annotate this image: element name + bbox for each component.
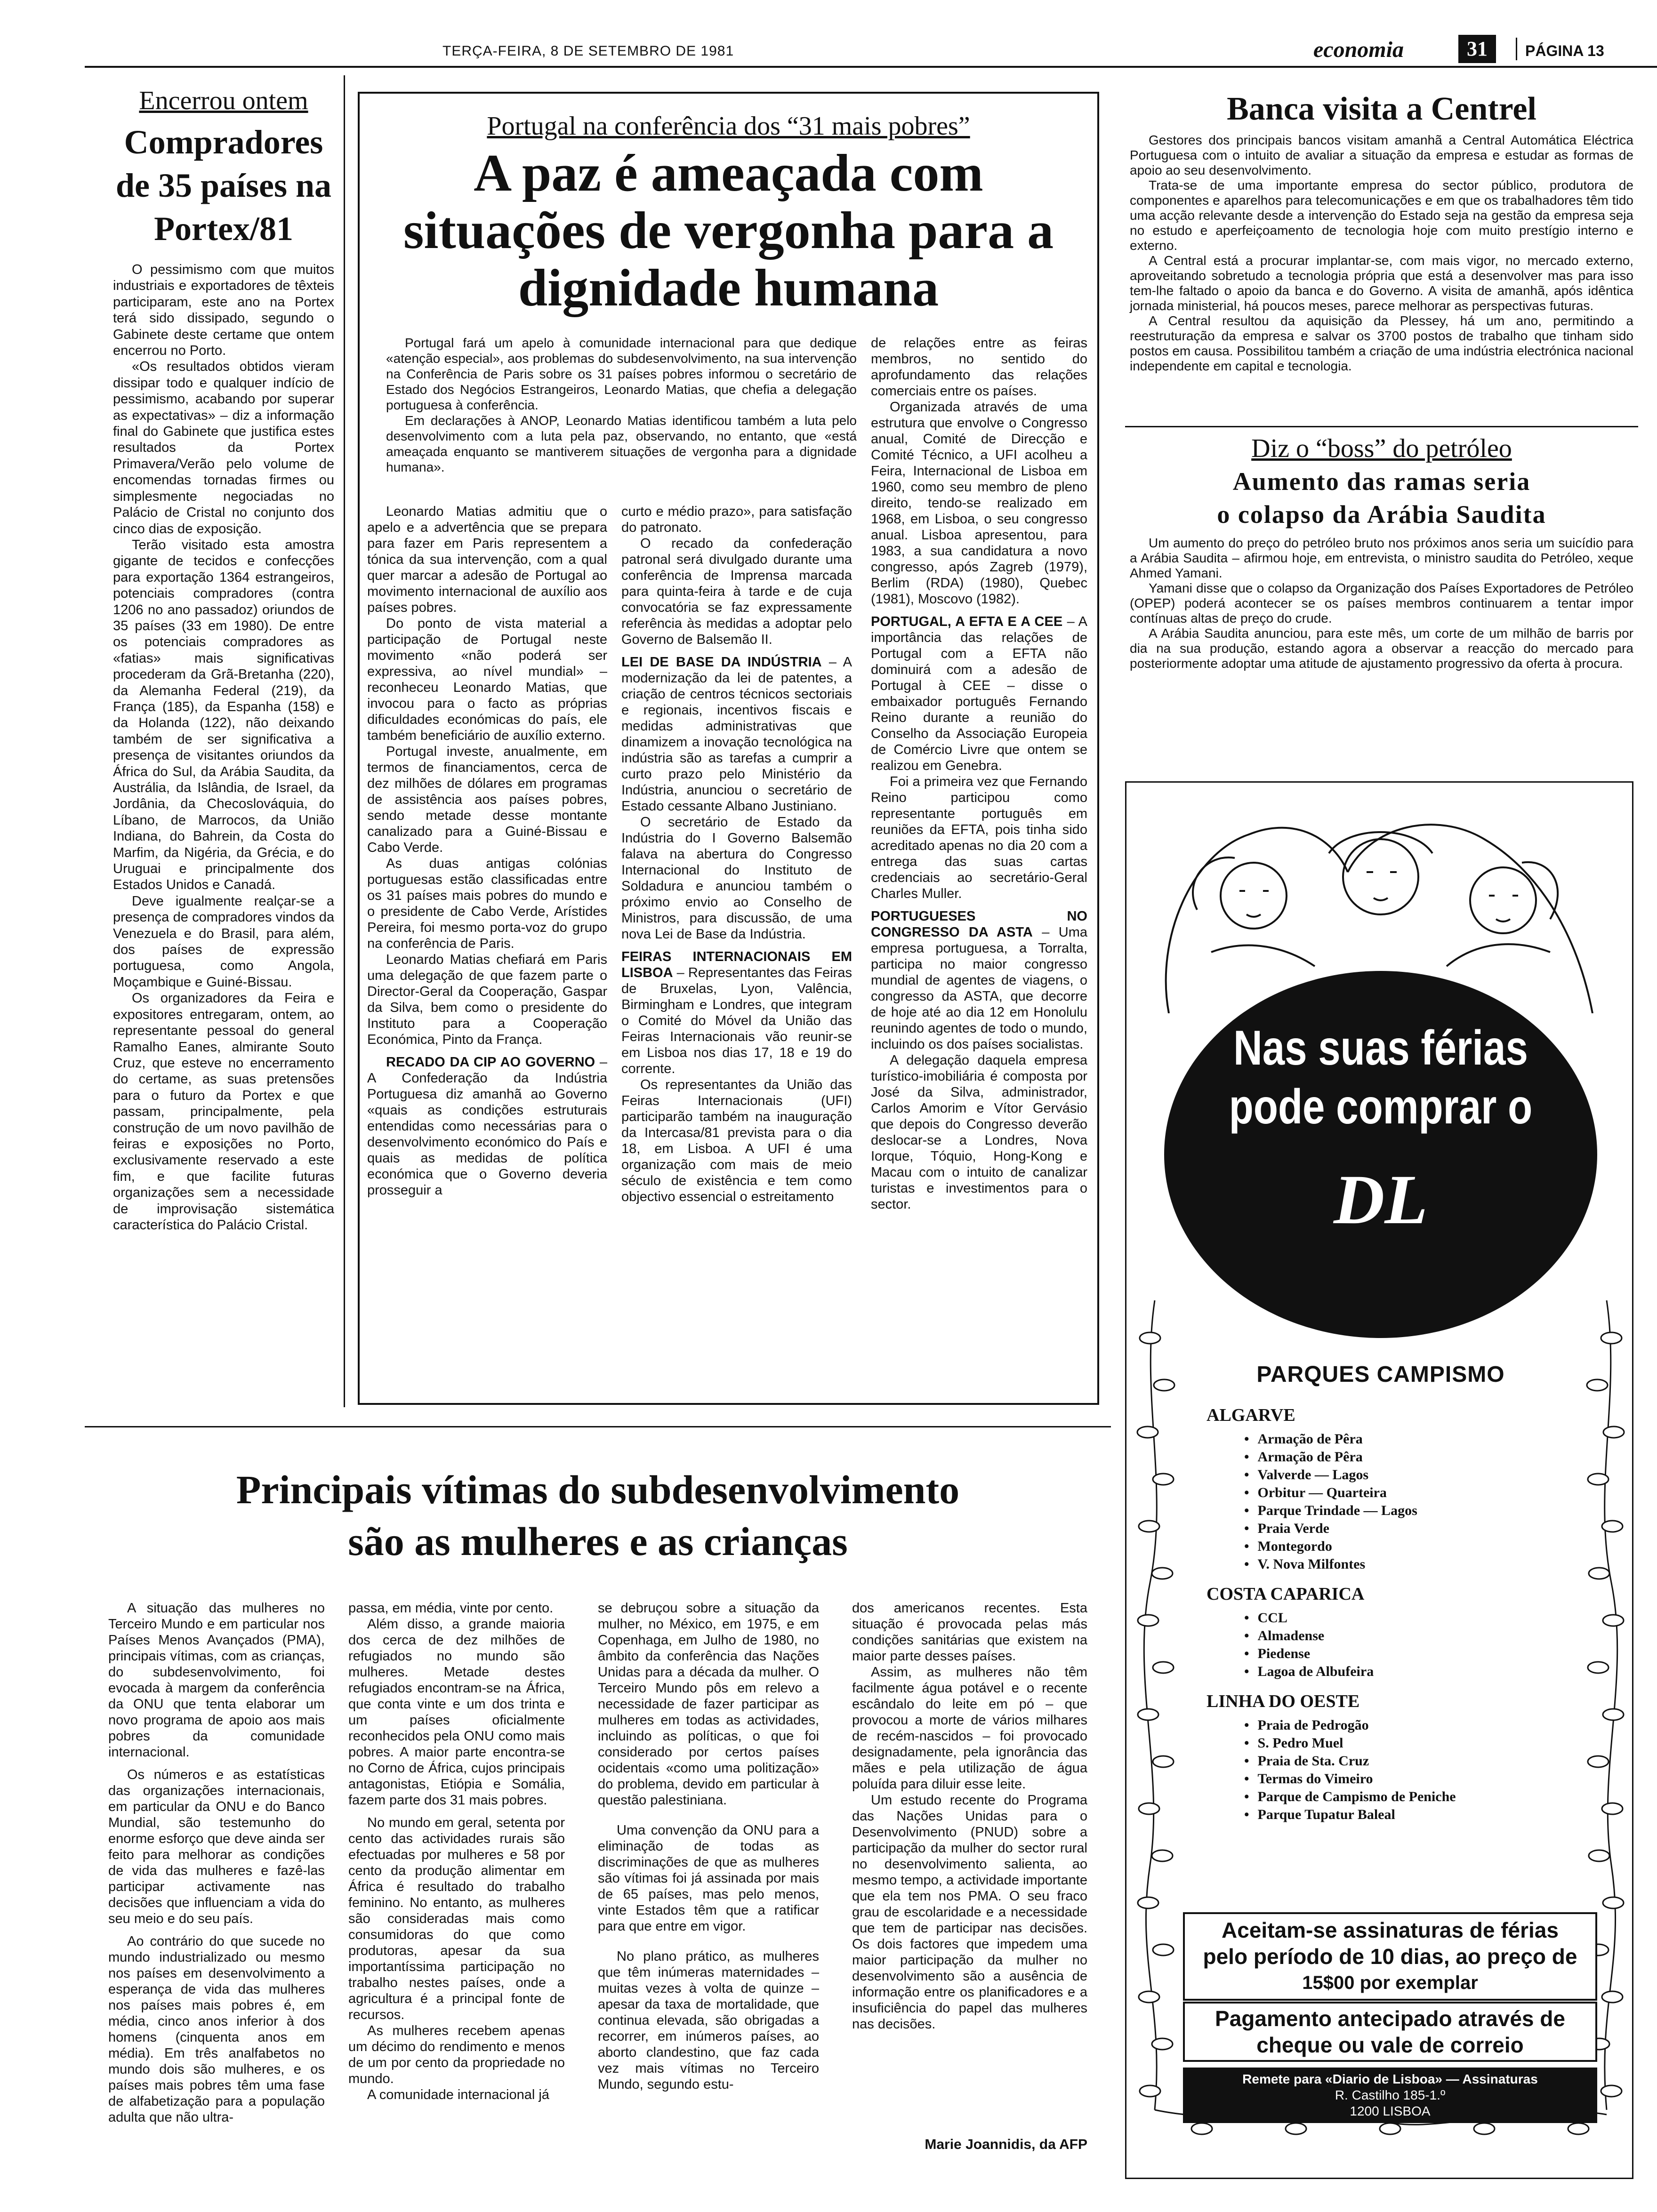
right-mid-headline-1: Aumento das ramas seria: [1232, 467, 1531, 496]
paragraph: Leonardo Matias admitiu que o apelo e a advertência que se prepara para fazer em Paris representem a tónica da sua intervenção, com a qual quer marcar a adesão de Portugal ao movimento internacional de auxílio aos países pobres.: [367, 504, 607, 615]
subsection-heading: LEI DE BASE DA INDÚSTRIA: [621, 655, 822, 670]
region-heading: ALGARVE: [1207, 1405, 1295, 1425]
offer-line-2: pelo período de 10 dias, ao preço de: [1203, 1944, 1577, 1969]
address-line-2: R. Castilho 185-1.º: [1335, 2088, 1446, 2102]
paragraph: A delegação daquela empresa turístico-imobiliária é composta por José da Silva, administrador, Carlos Amorim e Vítor Gervásio que depois do Congresso deverão deslocar-se a Londres, Nova Iorque, Tóquio, Hong-Kong e Macau com o intuito de canalizar turistas e investimentos para o sector.: [871, 1053, 1087, 1212]
paragraph: Foi a primeira vez que Fernando Reino participou como representante português em reuniões da EFTA, pois tinha sido acreditado apenas no dia 20 com a entrega das suas cartas credenciais ao secretário-Geral Charles Muller.: [871, 774, 1087, 901]
paragraph: Terão visitado esta amostra gigante de tecidos e confecções para exportação 1364 estrangeiros, potenciais compradores (contra 1206 no ano passadoz) oriundos de 35 países (33 em 1980). De entre os potenciais compradores as «fatias» mais significativas procederam da Grã-Bretanha (220), da Alemanha Federal (219), da França (185), da Espanha (158) e da Holanda (122), não deixando também de ser significativa a presença de visitantes oriundos da África do Sul, da Arábia Saudita, da Austrália, da Islândia, de Israel, da Jordânia, da Checoslováquia, do Líbano, de Marrocos, da União Indiana, do Bahrein, da Costa do Marfim, da Nigéria, da Grécia, e do Uruguai e principalmente dos Estados Unidos e Canadá.: [113, 537, 334, 893]
campsites-title: PARQUES CAMPISMO: [1256, 1362, 1505, 1387]
paragraph: Os representantes da União das Feiras Internacionais (UFI) participarão também na inauguração da Intercasa/81 prevista para o dia 18, em Lisboa. A UFI é uma organização com mais de meio século de existência e tem como objectivo essencial o estreitamento: [621, 1077, 852, 1204]
center-article-col-c: [871, 335, 1087, 1212]
paragraph: No plano prático, as mulheres que têm inúmeras maternidades – muitas vezes à volta de quinze – apesar da taxa de mortalidade, que continua elevada, são obrigadas a recorrer, em inúmeros países, ao aborto clandestino, que faz cada vez mais vítimas no Terceiro Mundo, segundo estu-: [598, 1949, 819, 2092]
paragraph: O recado da confederação patronal será divulgado durante uma conferência de Imprensa marcada para quinta-feira à tarde e de cuja convocatória se faz expressamente referência às medidas a adoptar pelo Governo de Balsemão II.: [621, 536, 852, 647]
left-article: [113, 85, 334, 1398]
region-heading: LINHA DO OESTE: [1207, 1691, 1360, 1711]
campsite-item: • Almadense: [1244, 1627, 1574, 1645]
campsite-item: • Valverde — Lagos: [1244, 1466, 1574, 1484]
paragraph: Portugal fará um apelo à comunidade internacional para que dedique «atenção especial», aos problemas do subdesenvolvimento, na sua intervenção na Conferência de Paris sobre os 31 países pobres informou o secretário de Estado dos Negócios Estrangeiros, Leonardo Matias, que chefia a delegação portuguesa à conferência.: [386, 336, 857, 412]
right-top-headline: Banca visita a Centrel: [1227, 91, 1536, 127]
address-line-1: Remete para «Diario de Lisboa» — Assinaturas: [1242, 2072, 1538, 2086]
bottom-article-col-4: [852, 1600, 1087, 2032]
offer-price: 15$00 por exemplar: [1302, 1972, 1478, 1993]
center-article-kicker: Portugal na conferência dos “31 mais pobres”: [487, 112, 970, 141]
paragraph: Portugal investe, anualmente, em termos de financiamentos, cerca de dez milhões de dólares em programas de assistência aos países pobres, sendo metade desse montante canalizado para a Guiné-Bissau e Cabo Verde.: [367, 744, 607, 855]
paragraph: Uma convenção da ONU para a eliminação de todas as discriminações de que as mulheres são vítimas foi já assinada por mais de 65 países, mas pelo menos, vinte Estados têm que a ratificar para que entre em vigor.: [598, 1823, 819, 1934]
ad-slogan-line-1: Nas suas férias: [1233, 1021, 1528, 1075]
campsite-item: • Praia de Sta. Cruz: [1244, 1752, 1574, 1770]
dl-logo: DL: [1334, 1161, 1428, 1239]
paragraph: Em declarações à ANOP, Leonardo Matias identificou também a luta pelo desenvolvimento com a luta pela paz, observando, no entanto, que «está ameaçada enquanto se mantiverem situações de vergonha para a dignidade humana».: [386, 413, 857, 474]
region-list: [1244, 1716, 1574, 1824]
bottom-article-byline: Marie Joannidis, da AFP: [925, 2137, 1087, 2152]
subsection-paragraph: PORTUGAL, A EFTA E A CEE – A importância das relações de Portugal com a EFTA não dominuirá com a adesão de Portugal à CEE – disse o embaixador português Fernando Reino durante a reunião do Conselho da Associação Europeia de Comércio Livre que ontem se realizou em Genebra.: [871, 614, 1087, 773]
paragraph: A Central resultou da aquisição da Plessey, há um ano, permitindo a reestruturação da empresa e salvar os 3700 postos de trabalho que tinham sido postos em causa. Possibilitou também a criação de uma indústria electrónica nacional independente em capital e tecnologia.: [1130, 313, 1633, 373]
paragraph: Ao contrário do que sucede no mundo industrializado ou mesmo nos países em desenvolvimento a esperança de vida das mulheres nos países mais pobres é, em média, cinco anos inferior à dos homens (cinquenta anos em média). Em três analfabetos no mundo dois são mulheres, e os países mais pobres têm uma fase de alfabetização para a população adulta que não ultra-: [108, 1934, 325, 2125]
center-article-headline: A paz é ameaçada com situações de vergonha para a dignidade humana: [403, 144, 1054, 317]
campsite-item: • Parque Tupatur Baleal: [1244, 1806, 1574, 1824]
campsite-item: • Armação de Pêra: [1244, 1430, 1574, 1448]
page-number: PÁGINA 13: [1525, 42, 1604, 59]
paragraph: de relações entre as feiras membros, no sentido do aprofundamento das relações comerciais entre os países.: [871, 336, 1087, 399]
subsection-heading: PORTUGAL, A EFTA E A CEE: [871, 614, 1063, 629]
paragraph: dos americanos recentes. Esta situação é provocada pelas más condições sanitárias que existem na maior parte desses países.: [852, 1601, 1087, 1664]
header-rule: [85, 66, 1657, 68]
center-article-col-a: [367, 504, 607, 1198]
paragraph: Do ponto de vista material a participação de Portugal neste movimento «não poderá ser expressiva, ao nível mundial» – reconheceu Leonardo Matias, que invocou para o facto as próprias dificuldades económicas do país, ele também beneficiário de auxílio externo.: [367, 616, 607, 743]
campsite-item: • Praia de Pedrogão: [1244, 1716, 1574, 1734]
subsection-paragraph: LEI DE BASE DA INDÚSTRIA – A modernização da lei de patentes, a criação de centros técnicos sectoriais e regionais, incentivos fiscais e medidas administrativas que dinamizem a inovação tecnológica na indústria são as tarefas a cumprir a curto prazo pelo Ministério da Indústria, anunciou o secretário de Estado cessante Albano Justiniano.: [621, 655, 852, 814]
address-box: [1183, 2068, 1597, 2123]
campsite-item: • Armação de Pêra: [1244, 1448, 1574, 1466]
paragraph: Um estudo recente do Programa das Nações Unidas para o Desenvolvimento (PNUD) sobre a participação da mulher do sector rural no desenvolvimento salienta, ao mesmo tempo, a actividade importante que ela tem nos PMA. O seu fraco grau de escolaridade e a necessidade que tem de participar nas decisões. Os dois factores que impedem uma maior participação da mulher no desenvolvimento são a ausência de informação entre os planificadores e a insuficiência do papel das mulheres nas decisões.: [852, 1793, 1087, 2032]
subsection-paragraph: FEIRAS INTERNACIONAIS EM LISBOA – Representantes das Feiras de Bruxelas, Lyon, Valência, Birmingham e Londres, que integram o Comité do Móvel da União das Feiras Internacionais vão reunir-se em Lisboa nos dias 17, 18 e 19 do corrente.: [621, 949, 852, 1076]
paragraph: As duas antigas colónias portuguesas estão classificadas entre os 31 países mais pobres do mundo e o presidente de Cabo Verde, Arístides Pereira, foi mesmo porta-voz do grupo na conferência de Paris.: [367, 856, 607, 951]
subsection-heading: PORTUGUESES NO CONGRESSO DA ASTA: [871, 909, 1087, 940]
paragraph: Os organizadores da Feira e expositores entregaram, ontem, ao representante pessoal do general Ramalho Eanes, almirante Souto Cruz, que esteve no encerramento do certame, as suas pretensões para o futuro da Portex e que passam, principalmente, pela construção de um novo pavilhão de feiras e exposições no Porto, exclusivamente reservado a este fim, e que facilite futuras organizações sem a necessidade de improvisação sistemática característica do Palácio Cristal.: [113, 991, 334, 1233]
subsection-heading: FEIRAS INTERNACIONAIS EM LISBOA: [621, 949, 852, 980]
bottom-article-headline-2: são as mulheres e as crianças: [348, 1519, 848, 1564]
region-list: [1244, 1609, 1574, 1681]
center-article-lead: [386, 335, 857, 475]
center-article-col-b: [621, 504, 852, 1205]
bottom-section-rule: [85, 1426, 1111, 1427]
payment-line-1: Pagamento antecipado através de: [1215, 2006, 1565, 2031]
campsite-item: • CCL: [1244, 1609, 1574, 1627]
payment-line-2: cheque ou vale de correio: [1256, 2033, 1524, 2057]
left-article-kicker: Encerrou ontem: [139, 86, 308, 115]
subsection-text: Representantes das Feiras de Bruxelas, Lyon, Valência, Birmingham e Londres, que integram o Comité do Móvel da União das Feiras Internacionais vão reunir-se em Lisboa nos dias 17, 18 e 19 do corrente.: [621, 965, 852, 1076]
campsite-item: • Piedense: [1244, 1645, 1574, 1663]
subscription-offer-box: [1183, 1912, 1597, 2001]
paragraph: No mundo em geral, setenta por cento das actividades rurais são efectuadas por mulheres e 58 por cento da produção alimentar em África é resultado do trabalho feminino. No entanto, as mulheres são consideradas mais como consumidoras do que como produtoras, apesar da sua importantíssima participação no trabalho nestes países, onde a agricultura é a principal fonte de recursos.: [348, 1815, 565, 2022]
bottom-article-heading: [85, 1464, 1111, 1567]
right-mid-body: [1130, 536, 1633, 671]
dl-advertisement: [1125, 781, 1633, 2179]
section-name: economia: [1313, 37, 1404, 62]
paragraph: Um aumento do preço do petróleo bruto nos próximos anos seria um suicídio para a Arábia Saudita – afirmou hoje, em entrevista, o ministro saudita do Petróleo, xeque Ahmed Yamani.: [1130, 536, 1633, 580]
campsite-item: • V. Nova Milfontes: [1244, 1555, 1574, 1573]
offer-line-1: Aceitam-se assinaturas de férias: [1222, 1918, 1559, 1942]
subsection-heading: RECADO DA CIP AO GOVERNO: [386, 1055, 595, 1070]
paragraph: Trata-se de uma importante empresa do sector público, produtora de componentes e aparelhos para telecomunicações e em que os trabalhadores têm tido uma acção relevante desde a intervenção do Estado seja na gestão da empresa seja no estudo e aperfeiçoamento de tecnologia hoje com muito prestígio interno e externo.: [1130, 178, 1633, 253]
paragraph: Além disso, a grande maioria dos cerca de dez milhões de refugiados no mundo são mulheres. Metade destes refugiados encontram-se na África, que conta vinte e um dos trinta e um países oficialmente reconhecidos pela ONU como mais pobres. A maior parte encontra-se no Corno de África, cujos principais antagonistas, Etiópia e Somália, fazem parte dos 31 mais pobres.: [348, 1617, 565, 1808]
campsite-item: • Lagoa de Albufeira: [1244, 1663, 1574, 1681]
address-line-3: 1200 LISBOA: [1350, 2104, 1431, 2118]
right-top-body: [1130, 133, 1633, 374]
left-column-rule: [344, 75, 345, 1407]
campsite-item: • Termas do Vimeiro: [1244, 1770, 1574, 1788]
paragraph: A Central está a procurar implantar-se, com mais vigor, no mercado externo, aproveitando sobretudo a tecnologia própria que está a desenvolver mas para isso tem-lhe faltado o apoio da banca e do Governo. A visita de amanhã, após idêntica jornada ministerial, há poucos meses, parece melhorar as perspectivas futuras.: [1130, 253, 1633, 313]
paragraph: Gestores dos principais bancos visitam amanhã a Central Automática Eléctrica Portuguesa com o intuito de avaliar a situação da empresa e estudar as formas de apoio ao seu desenvolvimento.: [1130, 133, 1633, 177]
right-section-rule: [1125, 426, 1638, 427]
right-mid-headline-2: o colapso da Arábia Saudita: [1217, 500, 1546, 529]
paragraph: se debruçou sobre a situação da mulher, no México, em 1975, e em Copenhaga, em Julho de 1980, no âmbito da conferência das Nações Unidas para a década da mulher. O Terceiro Mundo pôs em relevo a necessidade de fazer participar as mulheres em todas as actividades, incluindo as políticas, o que foi considerado por certos países ocidentais «como uma politização» do problema, devido em particular à questão palestiniana.: [598, 1601, 819, 1808]
paragraph: Yamani disse que o colapso da Organização dos Países Exportadores de Petróleo (OPEP) poderá acontecer se os países membros continuarem a tentar impor contínuas altas de preço do crude.: [1130, 581, 1633, 625]
right-top-article: [1130, 89, 1633, 374]
paragraph: passa, em média, vinte por cento.: [348, 1601, 554, 1616]
left-article-body: [113, 262, 334, 1233]
campsite-item: • Parque Trindade — Lagos: [1244, 1502, 1574, 1520]
subsection-text: A importância das relações de Portugal com a EFTA não dominuirá com a adesão de Portugal à CEE – disse o embaixador português Fernando Reino durante a reunião do Conselho da Associação Europeia de Comércio Livre que ontem se realizou em Genebra.: [871, 614, 1087, 773]
paragraph: Os números e as estatísticas das organizações internacionais, em particular da ONU e do Banco Mundial, são testemunho do enorme esforço que deve ainda ser feito para melhorar as condições de vida das mulheres e fazê-las participar activamente nas decisões que influenciam a vida do seu meio e do seu país.: [108, 1767, 325, 1926]
payment-box: [1183, 2002, 1597, 2062]
paragraph: A Arábia Saudita anunciou, para este mês, um corte de um milhão de barris por dia na sua produção, estando agora a observar a reacção do mercado para posteriormente adoptar uma atitude de ajustamento progressivo da oferta à procura.: [1130, 626, 1633, 671]
paragraph: «Os resultados obtidos vieram dissipar todo e qualquer indício de pessimismo, acabando por superar as expectativas» – diz a informação final do Gabinete que justifica estes resultados da Portex Primavera/Verão pelo volume de encomendas tornadas firmes ou simplesmente negociadas no Palácio de Cristal no conjunto dos cinco dias de exposição.: [113, 359, 334, 537]
paragraph: As mulheres recebem apenas um décimo do rendimento e menos de um por cento da propriedade no mundo.: [348, 2023, 565, 2086]
right-mid-article: [1130, 432, 1633, 671]
paragraph: O pessimismo com que muitos industriais e exportadores de têxteis participaram, este ano na Portex terá sido dissipado, segundo o Gabinete deste certame que ontem encerrou no Porto.: [113, 262, 334, 359]
subsection-text: A modernização da lei de patentes, a criação de centros técnicos sectoriais e regionais, incentivos fiscais e medidas administrativas que dinamizem a inovação tecnológica na indústria são as tarefas a cumprir a curto prazo pelo Ministério da Indústria, anunciou o secretário de Estado cessante Albano Justiniano.: [621, 655, 852, 814]
subsection-paragraph: PORTUGUESES NO CONGRESSO DA ASTA – Uma empresa portuguesa, a Torralta, participa no maior congresso mundial de agentes de viagens, o congresso da ASTA, que decorre de hoje até ao dia 12 em Honolulu reunindo agentes de todo o mundo, incluindo os dos países socialistas.: [871, 909, 1087, 1052]
region-heading: COSTA CAPARICA: [1207, 1584, 1365, 1604]
subsection-paragraph: RECADO DA CIP AO GOVERNO – A Confederação da Indústria Portuguesa diz amanhã ao Governo «quais as condições estruturais entendidas como necessárias para o desenvolvimento económico do País e quais as medidas de política económica que o Governo deveria prosseguir a: [367, 1055, 608, 1198]
section-number-badge: 31: [1458, 35, 1496, 63]
paragraph: Deve igualmente realçar-se a presença de compradores vindos da Venezuela e do Brasil, para além, dos países de expressão portuguesa, como Angola, Moçambique e Guiné-Bissau.: [113, 893, 334, 990]
paragraph: A comunidade internacional já: [367, 2087, 549, 2102]
campsite-item: • Parque de Campismo de Peniche: [1244, 1788, 1574, 1806]
paragraph: A situação das mulheres no Terceiro Mundo e em particular nos Países Menos Avançados (PMA), principais vítimas, com as crianças, do subdesenvolvimento, foi evocada à margem da conferência da ONU que tenta elaborar um novo programa de apoio aos mais pobres da comunidade internacional.: [108, 1601, 325, 1760]
center-article: [372, 111, 1085, 327]
bottom-article-col-1: [108, 1600, 325, 2125]
right-mid-kicker: Diz o “boss” do petróleo: [1251, 434, 1512, 463]
header-separator: [1516, 38, 1517, 60]
campsite-item: • Praia Verde: [1244, 1520, 1574, 1538]
paragraph: O secretário de Estado da Indústria do I Governo Balsemão falava na abertura do Congresso Internacional do Instituto de Soldadura e anunciou também o próximo envio ao Conselho de Ministros, para discussão, de uma nova Lei de Base da Indústria.: [621, 815, 852, 942]
campsite-item: • Orbitur — Quarteira: [1244, 1484, 1574, 1502]
campsites-list: [1207, 1395, 1574, 1824]
page-date: TERÇA-FEIRA, 8 DE SETEMBRO DE 1981: [442, 43, 734, 59]
paragraph: curto e médio prazo», para satisfação do patronato.: [621, 504, 852, 535]
paragraph: Organizada através de uma estrutura que envolve o Congresso anual, Comité de Direcção e Comité Técnico, a UFI acolheu a Feira, Internacional de Lisboa em 1960, como seu membro de pleno direito, tendo-se realizado em 1968, em Lisboa, o seu congresso anual. Lisboa apresentou, para 1983, a sua candidatura a novo congresso, após Zagreb (1979), Berlim (RDA) (1980), Quebec (1981), Moscovo (1982).: [871, 400, 1087, 607]
ad-slogan-line-2: pode comprar o: [1229, 1080, 1533, 1134]
bottom-article-col-2: [348, 1600, 565, 2103]
paragraph: Assim, as mulheres não têm facilmente água potável e o recente escândalo do leite em pó – que provocou a morte de vários milhares de recém-nascidos – foi provocado designadamente, pela ignorância das mães e pela utilização de água poluída para diluir esse leite.: [852, 1665, 1087, 1792]
region-list: [1244, 1430, 1574, 1573]
bottom-article-headline-1: Principais vítimas do subdesenvolvimento: [236, 1467, 960, 1512]
bottom-article-col-3: [598, 1600, 819, 2092]
subsection-text: Uma empresa portuguesa, a Torralta, participa no maior congresso mundial de agentes de viagens, o congresso da ASTA, que decorre de hoje até ao dia 12 em Honolulu reunindo agentes de todo o mundo, incluindo os dos países socialistas.: [871, 925, 1087, 1052]
campsite-item: • S. Pedro Muel: [1244, 1734, 1574, 1752]
campsite-item: • Montegordo: [1244, 1538, 1574, 1555]
subsection-text: A Confederação da Indústria Portuguesa diz amanhã ao Governo «quais as condições estruturais entendidas como necessárias para o desenvolvimento económico do País e quais as medidas de política económica que o Governo deveria prosseguir a: [367, 1071, 607, 1198]
paragraph: Leonardo Matias chefiará em Paris uma delegação de que fazem parte o Director-Geral da Cooperação, Gaspar da Silva, bem como o presidente do Instituto para a Cooperação Económica, Pinto da França.: [367, 952, 607, 1047]
left-article-headline: Compradores de 35 países na Portex/81: [115, 123, 332, 248]
